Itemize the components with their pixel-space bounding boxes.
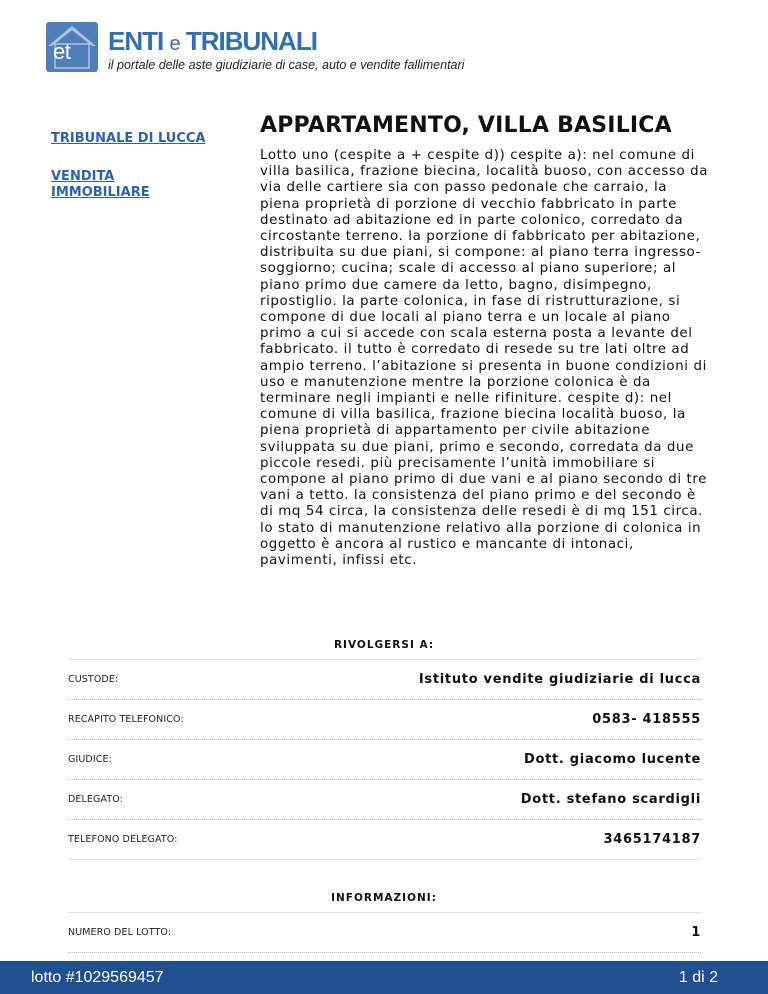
sidebar-link-tribunale[interactable]: TRIBUNALE DI LUCCA	[51, 131, 206, 146]
property-description: Lotto uno (cespite a + cespite d)) cespite a): nel comune di villa basilica, frazione biecina, località buoso, con accesso da via delle cartiere sia con passo pedonale che carraio, la piena proprietà di porzione di vecchio fabbricato in parte destinato ad abitazione ed in parte colonico, corredato da circostante terreno. la porzione di fabbricato per abitazione, distribuita su due piani, si compone: al piano terra ingresso-soggiorno; cucina; scale di accesso al piano superiore; al piano primo due camere da letto, bagno, disimpegno, ripostiglio. la parte colonica, in fase di ristrutturazione, si compone di due locali al piano terra e un locale al piano primo a cui si accede con scala esterna posta a levante del fabbricato. il tutto è corredato di resede su tre lati oltre ad ampio terreno. l’abitazione si presenta in buone condizioni di uso e manutenzione mentre la porzione colonica è da terminare negli impianti e nelle rifiniture. cespite d): nel comune di villa basilica, frazione biecina località buoso, la piena proprietà di appartamento per civile abitazione sviluppata su due piani, primo e secondo, corredata da due piccole resedi. più precisamente l’unità immobiliare si compone al piano primo di due vani e al piano secondo di tre vani a tetto. la consistenza del piano primo e del secondo è di mq 54 circa, la consistenza delle resedi è di mq 151 circa. lo stato di manutenzione relativo alla porzione di colonica in oggetto è ancora al rustico e mancante di intonaci, pavimenti, infissi etc.	[260, 148, 709, 569]
site-header	[46, 22, 546, 74]
table-row	[68, 659, 701, 700]
brand-name[interactable]	[108, 26, 317, 57]
contacts-table	[68, 659, 701, 860]
custode-label: CUSTODE:	[68, 674, 119, 685]
table-row	[68, 780, 701, 820]
logo-initials: et	[53, 39, 71, 64]
lotto-id: lotto #1029569457	[31, 969, 164, 986]
delegato-value: Dott. stefano scardigli	[520, 792, 701, 807]
brand-end: TRIBUNALI	[185, 26, 317, 56]
telefono-delegato-label: TELEFONO DELEGATO:	[68, 834, 178, 845]
footer-bar	[0, 961, 768, 994]
sidebar-link-vendita[interactable]: VENDITA IMMOBILIARE	[51, 169, 150, 200]
giudice-value: Dott. giacomo lucente	[523, 752, 701, 767]
giudice-label: GIUDICE:	[68, 754, 112, 765]
recapito-label: RECAPITO TELEFONICO:	[68, 714, 184, 725]
main-content	[260, 112, 710, 569]
table-row	[68, 740, 701, 780]
delegato-label: DELEGATO:	[68, 794, 123, 805]
table-row	[68, 820, 701, 860]
table-row	[68, 700, 701, 740]
brand-mid: e	[169, 33, 180, 55]
page-indicator: 1 di 2	[678, 969, 718, 986]
table-row	[68, 912, 701, 953]
numero-lotto-value: 1	[691, 925, 701, 940]
numero-lotto-label: NUMERO DEL LOTTO:	[68, 927, 172, 938]
page-title: APPARTAMENTO, VILLA BASILICA	[260, 113, 672, 138]
custode-value: Istituto vendite giudiziarie di lucca	[418, 672, 701, 687]
brand-main: ENTI	[108, 26, 164, 56]
logo[interactable]	[46, 22, 98, 72]
telefono-delegato-value: 3465174187	[603, 832, 701, 847]
info-table	[68, 912, 701, 953]
info-heading: INFORMAZIONI:	[331, 892, 437, 904]
recapito-value: 0583- 418555	[592, 712, 701, 727]
tagline: il portale delle aste giudiziarie di case, auto e vendite fallimentari	[108, 58, 465, 72]
contacts-heading: RIVOLGERSI A:	[333, 639, 435, 651]
sidebar	[51, 131, 241, 223]
